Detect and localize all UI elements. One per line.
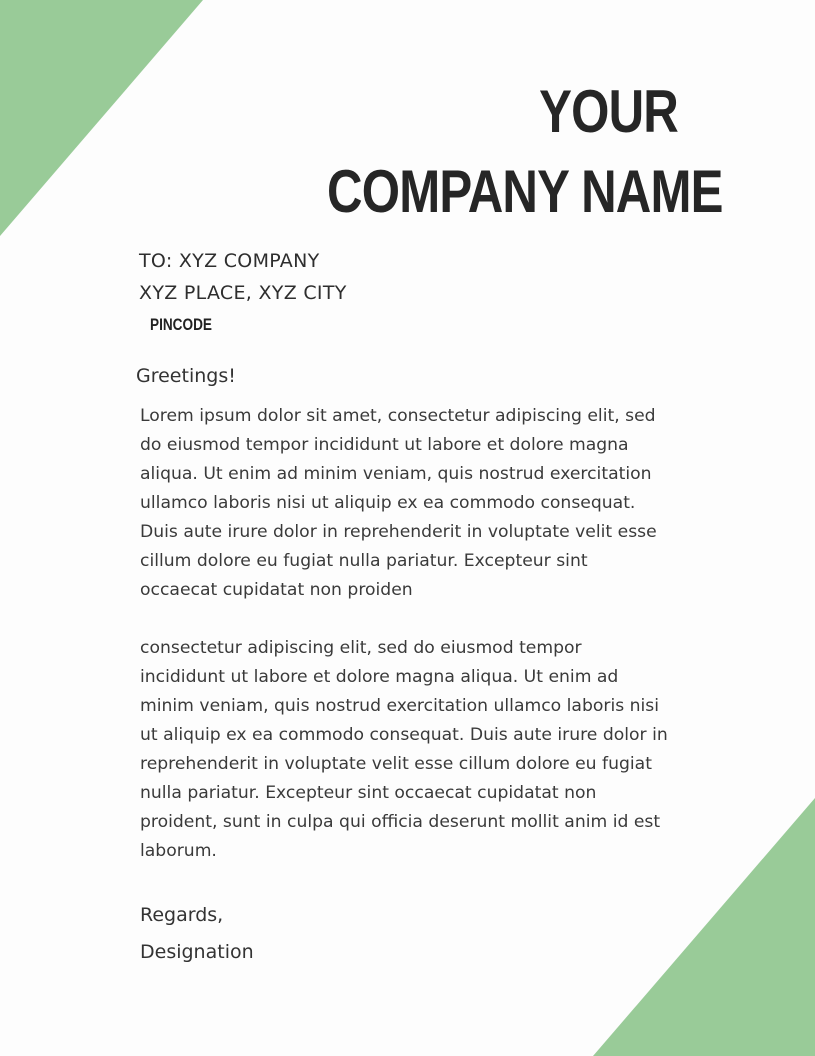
letter-closing-block <box>140 897 254 971</box>
letter-designation: Designation <box>140 941 254 963</box>
company-name-line-1: YOUR <box>539 78 678 145</box>
letter-paragraph-2: consectetur adipiscing elit, sed do eiusmod tempor incididunt ut labore et dolore magna aliqua. Ut enim ad minim veniam, quis nostrud exercitation ullamco laboris nisi ut aliquip ex ea commodo consequat. Duis aute irure dolor in reprehenderit in voluptate velit esse cillum dolore eu fugiat nulla pariatur. Excepteur sint occaecat cupidatat non proident, sunt in culpa qui officia deserunt mollit anim id est laborum. <box>140 638 668 861</box>
letter-greeting: Greetings! <box>136 365 236 387</box>
company-name-line-2: COMPANY NAME <box>327 158 723 225</box>
recipient-pincode: PINCODE <box>150 315 212 334</box>
corner-triangle-top-left <box>0 0 205 238</box>
accent-triangle-top-left <box>0 0 203 236</box>
company-name-heading <box>327 72 723 232</box>
letter-paragraph-1: Lorem ipsum dolor sit amet, consectetur adipiscing elit, sed do eiusmod tempor incididunt ut labore et dolore magna aliqua. Ut enim ad minim veniam, quis nostrud exercitation ullamco laboris nisi ut aliquip ex ea commodo consequat. Duis aute irure dolor in reprehenderit in voluptate velit esse cillum dolore eu fugiat nulla pariatur. Excepteur sint occaecat cupidatat non proiden <box>140 406 657 600</box>
recipient-address-line: XYZ PLACE, XYZ CITY <box>139 282 347 304</box>
recipient-to-line: TO: XYZ COMPANY <box>139 250 320 272</box>
letter-closing: Regards, <box>140 904 224 926</box>
recipient-block <box>139 245 347 309</box>
